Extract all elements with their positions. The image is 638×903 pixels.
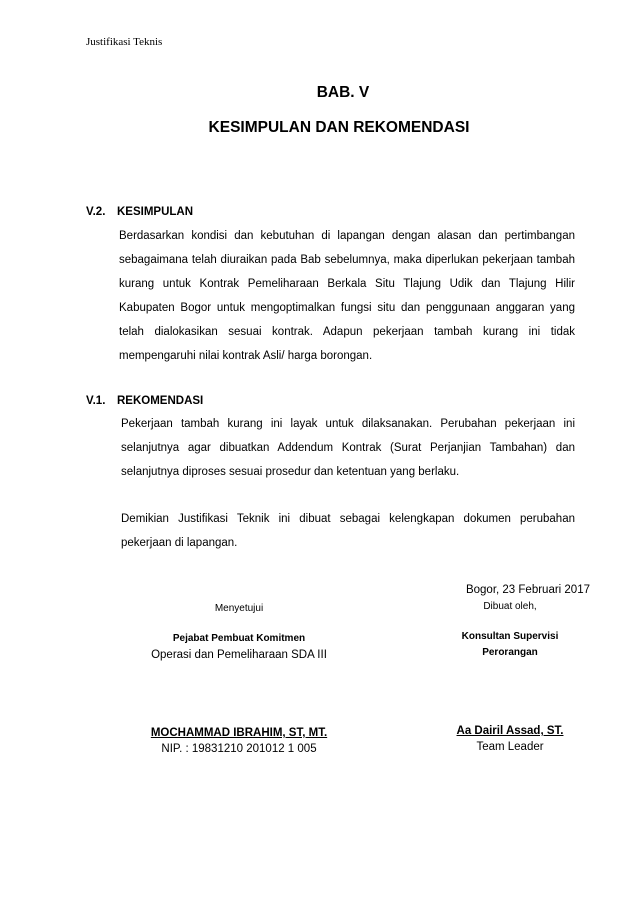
chapter-number: BAB. V xyxy=(316,84,370,101)
section-paragraph-rekomendasi: Pekerjaan tambah kurang ini layak untuk dilaksanakan. Perubahan pekerjaan ini selanjutnya agar dibuatkan Addendum Kontrak (Surat Perjanjian Tambahan) dan selanjutnya diproses sesuai prosedur dan ketentuan yang berlaku. xyxy=(121,418,575,478)
signatory-position-line2: Perorangan xyxy=(482,647,538,658)
closing-paragraph: Demikian Justifikasi Teknik ini dibuat sebagai kelengkapan dokumen perubahan pekerjaan di lapangan. xyxy=(121,513,575,549)
signatory-unit: Operasi dan Pemeliharaan SDA III xyxy=(151,649,327,661)
place-date: Bogor, 23 Februari 2017 xyxy=(465,584,590,596)
signatory-position: Konsultan Supervisi xyxy=(461,631,559,642)
section-heading-kesimpulan xyxy=(86,206,193,218)
section-number: V.2. xyxy=(86,206,106,218)
running-header: Justifikasi Teknis xyxy=(86,36,163,48)
signatory-title: Team Leader xyxy=(476,741,544,753)
chapter-title: KESIMPULAN DAN REKOMENDASI xyxy=(208,119,470,136)
section-heading-rekomendasi xyxy=(86,395,203,407)
signatory-right xyxy=(440,599,580,755)
signatory-left xyxy=(126,601,352,757)
section-number: V.1. xyxy=(86,395,106,407)
section-paragraph-kesimpulan: Berdasarkan kondisi dan kebutuhan di lapangan dengan alasan dan pertimbangan sebagaimana telah diuraikan pada Bab sebelumnya, maka diperlukan pekerjaan tambah kurang untuk Kontrak Pemeliharaan Berkala Situ Tlajung Udik dan Tlajung Hilir Kabupaten Bogor untuk mengoptimalkan fungsi situ dan penggunaan anggaran yang telah dialokasikan sesuai kontrak. Adapun pekerjaan tambah kurang ini tidak mempengaruhi nilai kontrak Asli/ harga borongan. xyxy=(119,230,575,362)
signatory-position: Pejabat Pembuat Komitmen xyxy=(172,633,306,644)
role-label: Dibuat oleh, xyxy=(483,601,537,612)
signatory-id: NIP. : 19831210 201012 1 005 xyxy=(161,743,317,755)
role-label: Menyetujui xyxy=(214,603,264,614)
section-title: REKOMENDASI xyxy=(117,395,204,407)
signatory-name: Aa Dairil Assad, ST. xyxy=(456,725,564,737)
signatory-name: MOCHAMMAD IBRAHIM, ST, MT. xyxy=(150,727,328,739)
section-title: KESIMPULAN xyxy=(117,206,194,218)
